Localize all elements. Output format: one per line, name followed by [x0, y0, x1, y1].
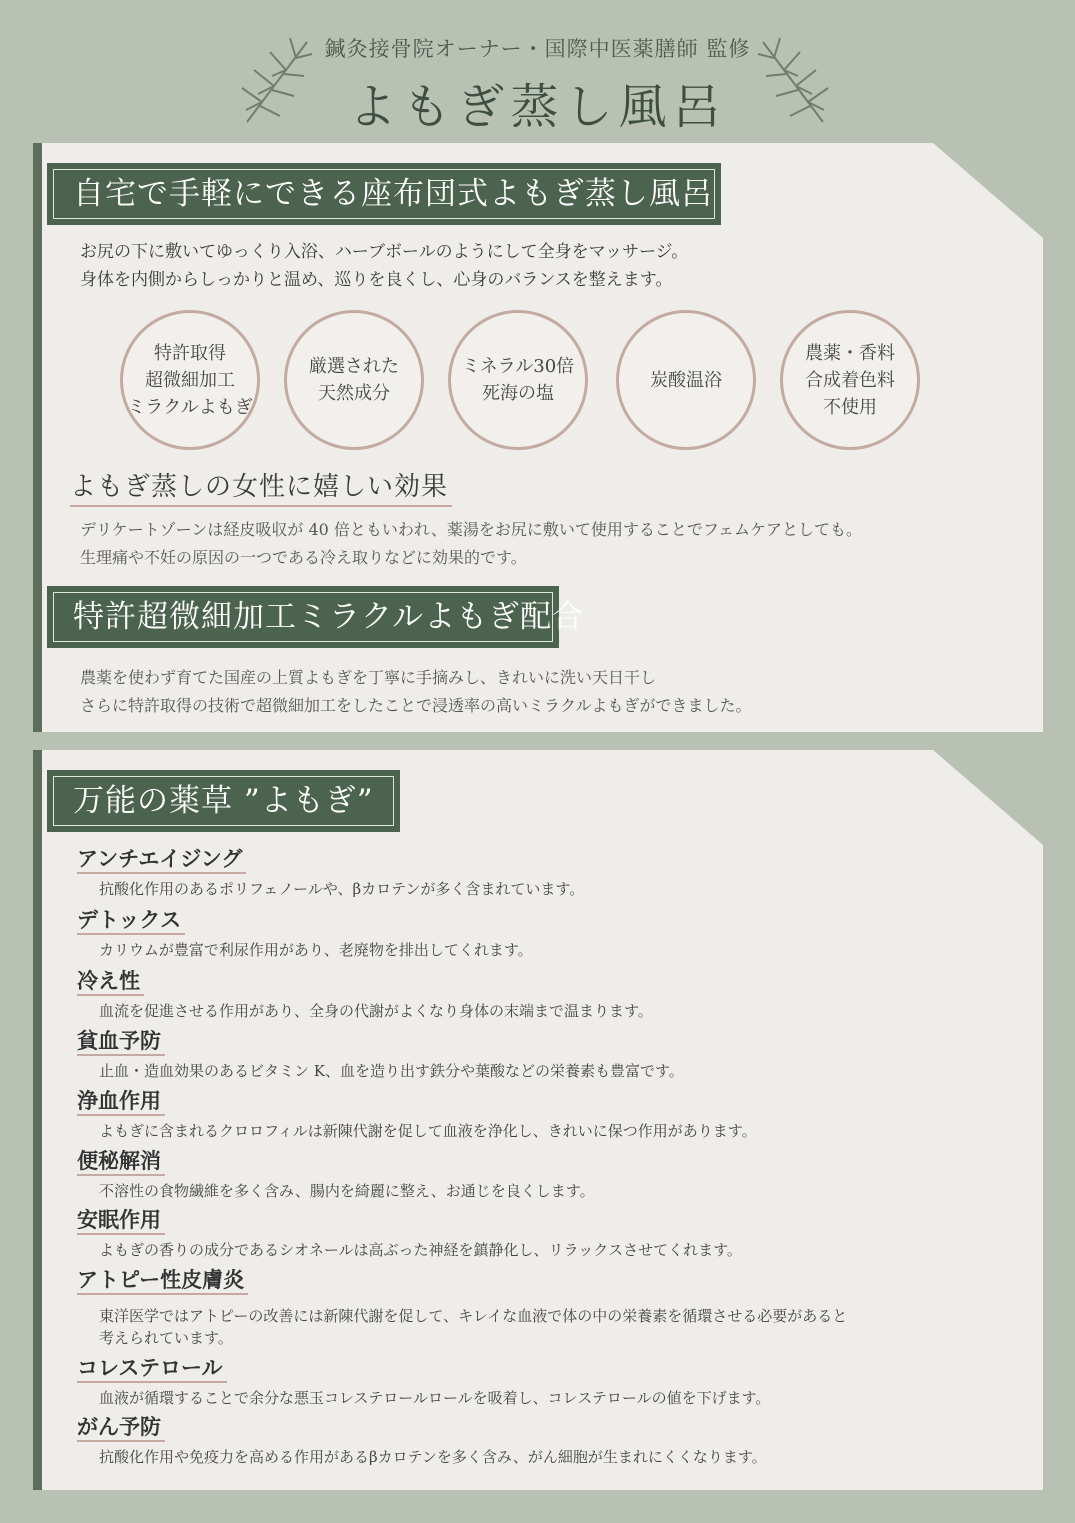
benefit-name: 貧血予防 — [77, 1028, 165, 1056]
benefit-desc: 血液が循環することで余分な悪玉コレステロールロールを吸着し、コレステロールの値を下げます。 — [99, 1389, 771, 1407]
supervisor-subtitle: 鍼灸接骨院オーナー・国際中医薬膳師 監修 — [324, 37, 751, 61]
benefit-name: 浄血作用 — [77, 1088, 165, 1116]
section-heading: 自宅で手軽にできる座布団式よもぎ蒸し風呂 — [73, 176, 713, 212]
benefit-item — [77, 846, 977, 900]
section-heading: 特許超微細加工ミラクルよもぎ配合 — [73, 599, 585, 635]
benefit-desc: カリウムが豊富で利尿作用があり、老廃物を排出してくれます。 — [99, 941, 533, 959]
benefit-item — [77, 1207, 977, 1261]
effect-heading: よもぎ蒸しの女性に嬉しい効果 — [70, 466, 452, 507]
benefit-desc: 不溶性の食物繊維を多く含み、腸内を綺麗に整え、お通じを良くします。 — [99, 1182, 595, 1200]
benefit-name: 冷え性 — [77, 968, 144, 996]
feature-circle: 農薬・香料 合成着色料 不使用 — [780, 310, 920, 450]
effect-text: デリケートゾーンは経皮吸収が 40 倍ともいわれ、薬湯をお尻に敷いて使用することでフェムケアとしても。 生理痛や不妊の原因の一つである冷え取りなどに効果的です。 — [80, 520, 863, 567]
intro-text: お尻の下に敷いてゆっくり入浴、ハーブボールのようにして全身をマッサージ。 身体を内側からしっかりと温め、巡りを良くし、心身のバランスを整えます。 — [80, 242, 689, 290]
benefit-desc: よもぎの香りの成分であるシオネールは高ぶった神経を鎮静化し、リラックスさせてくれます。 — [99, 1241, 742, 1259]
benefit-name: アトピー性皮膚炎 — [77, 1267, 248, 1295]
benefit-item — [77, 1028, 977, 1082]
benefit-desc: 東洋医学ではアトピーの改善には新陳代謝を促して、キレイな血液で体の中の栄養素を循環させる必要があると 考えられています。 — [99, 1307, 848, 1347]
benefit-name: コレステロール — [77, 1355, 227, 1383]
benefit-item — [77, 1267, 977, 1349]
feature-circle: 炭酸温浴 — [616, 310, 756, 450]
benefit-desc: 抗酸化作用や免疫力を高める作用があるβカロテンを多く含み、がん細胞が生まれにくくなります。 — [99, 1448, 767, 1466]
benefit-item — [77, 1088, 977, 1142]
miracle-text: 農薬を使わず育てた国産の上質よもぎを丁寧に手摘みし、きれいに洗い天日干し さらに特許取得の技術で超微細加工をしたことで浸透率の高いミラクルよもぎができました。 — [80, 668, 752, 715]
benefit-name: デトックス — [77, 907, 185, 935]
benefit-name: アンチエイジング — [77, 846, 246, 874]
benefit-item — [77, 1414, 977, 1468]
benefit-item — [77, 1148, 977, 1202]
section-heading-band — [47, 586, 585, 648]
section-heading-band — [47, 163, 721, 225]
benefit-desc: 止血・造血効果のあるビタミン K、血を造り出す鉄分や葉酸などの栄養素も豊富です。 — [99, 1062, 684, 1080]
benefit-item — [77, 907, 977, 961]
benefit-desc: よもぎに含まれるクロロフィルは新陳代謝を促して血液を浄化し、きれいに保つ作用があります。 — [99, 1122, 757, 1140]
benefit-desc: 血流を促進させる作用があり、全身の代謝がよくなり身体の末端まで温まります。 — [99, 1002, 653, 1020]
benefit-desc: 抗酸化作用のあるポリフェノールや、βカロテンが多く含まれています。 — [99, 880, 585, 898]
section-heading-band — [47, 770, 400, 832]
page-header — [0, 0, 1075, 140]
feature-circle: ミネラル30倍 死海の塩 — [448, 310, 588, 450]
benefit-name: がん予防 — [77, 1414, 165, 1442]
benefit-name: 安眠作用 — [77, 1207, 165, 1235]
page-title: よもぎ蒸し風呂 — [348, 79, 727, 135]
benefit-item — [77, 968, 977, 1022]
benefit-name: 便秘解消 — [77, 1148, 165, 1176]
feature-circle: 厳選された 天然成分 — [284, 310, 424, 450]
benefit-item — [77, 1355, 977, 1409]
section-heading: 万能の薬草 ”よもぎ” — [73, 783, 374, 819]
feature-circle: 特許取得 超微細加工 ミラクルよもぎ — [120, 310, 260, 450]
